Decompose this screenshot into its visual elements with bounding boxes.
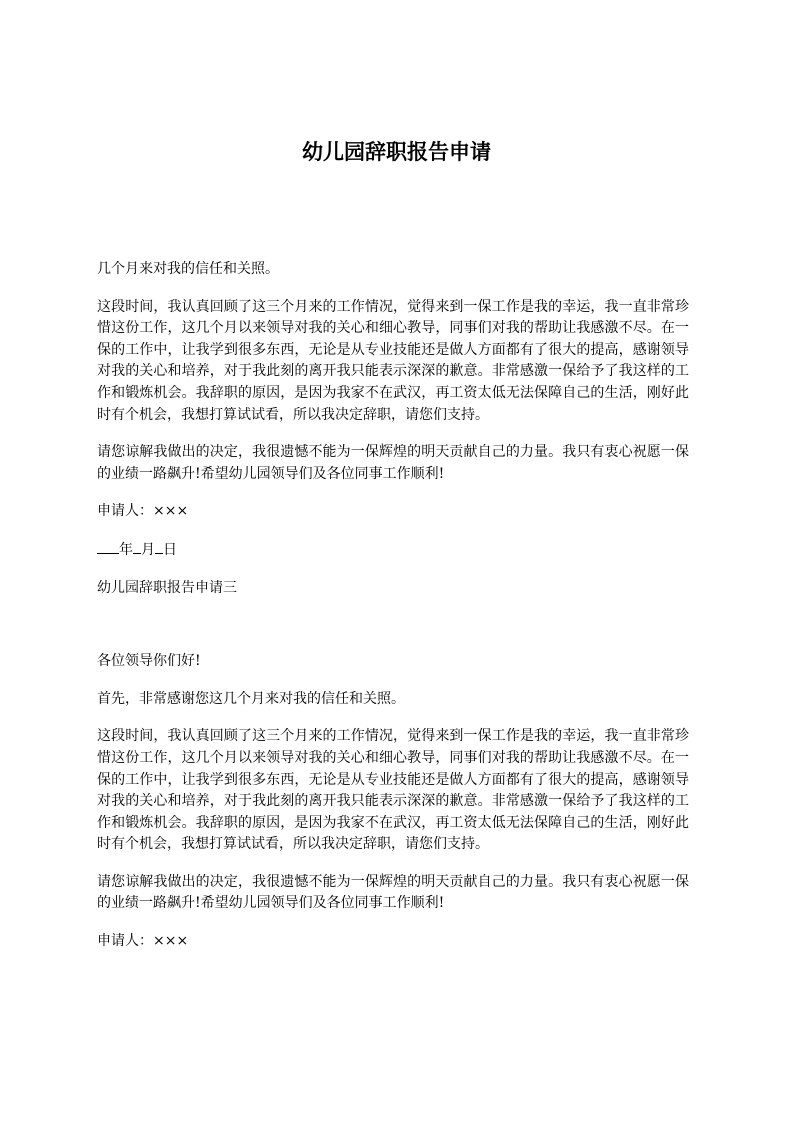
spacer bbox=[97, 915, 689, 931]
spacer bbox=[97, 426, 689, 442]
spacer bbox=[97, 599, 689, 651]
date-year-label: 年 bbox=[119, 541, 133, 558]
spacer bbox=[97, 485, 689, 501]
spacer bbox=[97, 673, 689, 689]
section1-intro: 几个月来对我的信任和关照。 bbox=[97, 261, 279, 277]
page-title: 幼儿园辞职报告申请 bbox=[302, 140, 491, 164]
section2-heading: 幼儿园辞职报告申请三 bbox=[97, 579, 237, 596]
spacer bbox=[97, 856, 689, 872]
section1-date bbox=[97, 539, 689, 562]
section2-paragraph-2: 请您谅解我做出的决定，我很遗憾不能为一保辉煌的明天贡献自己的力量。我只有衷心祝愿一保的业绩一路飙升!希望幼儿园领导们及各位同事工作顺利! bbox=[97, 873, 689, 912]
section2-paragraph-1: 这段时间，我认真回顾了这三个月来的工作情况，觉得来到一保工作是我的幸运，我一直非常珍惜这份工作，这几个月以来领导对我的关心和细心教导，同事们对我的帮助让我感激不尽。在一保的工作中，让我学到很多东西，无论是从专业技能还是做人方面都有了很大的提高，感谢领导对我的关心和培养，对于我此刻的离开我只能表示深深的歉意。非常感激一保给予了我这样的工作和锻炼机会。我辞职的原因，是因为我家不在武汉，再工资太低无法保障自己的生活，刚好此时有个机会，我想打算试试看，所以我决定辞职，请您们支持。 bbox=[97, 728, 689, 853]
section1-paragraph-2: 请您谅解我做出的决定，我很遗憾不能为一保辉煌的明天贡献自己的力量。我只有衷心祝愿一保的业绩一路飙升!希望幼儿园领导们及各位同事工作顺利! bbox=[97, 444, 689, 482]
section2-greeting: 各位领导你们好! bbox=[97, 653, 201, 670]
spacer bbox=[97, 523, 689, 539]
spacer bbox=[97, 710, 689, 726]
spacer bbox=[97, 281, 689, 297]
spacer bbox=[97, 562, 689, 578]
section2-intro: 首先，非常感谢您这几个月来对我的信任和关照。 bbox=[97, 690, 405, 707]
date-blank-month bbox=[133, 539, 141, 554]
date-month-label: 月 bbox=[141, 541, 155, 558]
document-body bbox=[97, 259, 689, 953]
section1-applicant: 申请人：××× bbox=[97, 503, 189, 520]
section1-paragraph-1: 这段时间，我认真回顾了这三个月来的工作情况，觉得来到一保工作是我的幸运，我一直非常珍惜这份工作，这几个月以来领导对我的关心和细心教导，同事们对我的帮助让我感激不尽。在一保的工作中，让我学到很多东西，无论是从专业技能还是做人方面都有了很大的提高，感谢领导对我的关心和培养，对于我此刻的离开我只能表示深深的歉意。非常感激一保给予了我这样的工作和锻炼机会。我辞职的原因，是因为我家不在武汉，再工资太低无法保障自己的生活，刚好此时有个机会，我想打算试试看，所以我决定辞职，请您们支持。 bbox=[97, 298, 689, 423]
date-blank-day bbox=[155, 539, 163, 554]
date-day-label: 日 bbox=[163, 541, 177, 558]
section2-applicant: 申请人：××× bbox=[97, 933, 189, 950]
date-blank-year bbox=[97, 539, 119, 554]
